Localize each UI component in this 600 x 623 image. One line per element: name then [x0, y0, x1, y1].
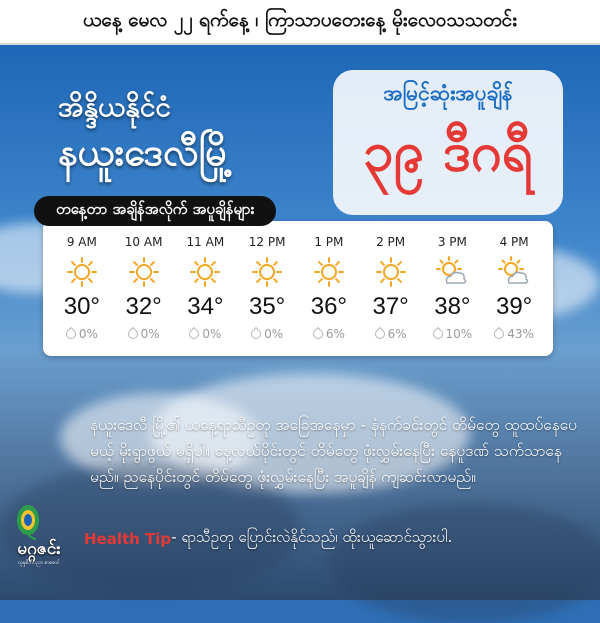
- hour-time: 11 AM: [186, 235, 225, 249]
- hour-precip: [313, 327, 345, 341]
- hour-column: [422, 231, 484, 356]
- sun-cloud-icon: [497, 255, 531, 289]
- sun-icon: [127, 255, 161, 289]
- weather-description: နယူးဒေလီ မြို့၏ ယနေ့ရာသီဥတု အခြေအနေမှာ - နံနက်ခင်းတွင် တိမ်တွေ ထူထပ်နေပေမယ့် မိုးရွာဖွယ် မရှိပါ။ နေ့လယ်ပိုင်းတွင် တိမ်တွေ ဖုံးလွှမ်းနေပြီး နေပူဒဏ် သက်သာနေမည်။ ညနေပိုင်းတွင် တိမ်တွေ ဖုံးလွှမ်းနေပြီး အပူချိန် ကျဆင်းလာမည်။: [90, 416, 577, 486]
- hour-precip-value: 0%: [78, 327, 98, 341]
- raindrop-icon: [249, 327, 263, 341]
- hour-column: [298, 231, 360, 356]
- hour-temp: 34°: [187, 293, 224, 320]
- hour-temp: 35°: [248, 293, 286, 320]
- hour-precip: [494, 327, 534, 341]
- hour-precip-value: 0%: [264, 327, 284, 341]
- hour-time: 10 AM: [124, 235, 163, 249]
- hour-column: [360, 231, 422, 356]
- hour-precip-value: 0%: [140, 327, 160, 341]
- hour-precip-value: 0%: [202, 327, 222, 341]
- hour-precip-value: 10%: [445, 327, 473, 341]
- hour-time: 3 PM: [437, 235, 467, 249]
- header-bar: [0, 0, 600, 45]
- max-temp-label: အမြင့်ဆုံးအပူချိန်: [383, 81, 513, 105]
- sun-icon: [65, 255, 99, 289]
- hour-column: [51, 231, 113, 356]
- hourly-label: တနေ့တာ အချိန်အလိုက် အပူချိန်များ: [56, 200, 255, 218]
- hour-temp: 32°: [125, 293, 162, 320]
- raindrop-icon: [126, 327, 140, 341]
- hour-column: [236, 231, 298, 356]
- raindrop-icon: [492, 327, 506, 341]
- max-temp-card: [333, 70, 563, 215]
- hour-column: [175, 231, 237, 356]
- raindrop-icon: [187, 327, 201, 341]
- hour-time: 2 PM: [376, 235, 406, 249]
- raindrop-icon: [373, 327, 387, 341]
- hour-temp: 37°: [372, 293, 409, 320]
- city-label: နယူးဒေလီမြို့: [58, 130, 233, 174]
- hour-precip-value: 6%: [387, 327, 407, 341]
- hour-precip: [189, 327, 221, 341]
- hour-precip: [375, 327, 407, 341]
- header-title: ယနေ့ မေလ ၂၂ ရက်နေ့ ၊ ကြာသာပတေးနေ့ မိုးလေဝသသတင်း: [82, 8, 518, 31]
- sun-icon: [312, 255, 346, 289]
- country-label: အိန္ဒိယနိုင်ငံ: [58, 90, 171, 123]
- hourly-forecast-card: [43, 221, 553, 356]
- hour-column: [113, 231, 175, 356]
- hour-precip-value: 6%: [325, 327, 345, 341]
- sun-icon: [374, 255, 408, 289]
- hour-time: 12 PM: [248, 235, 286, 249]
- hour-column: [483, 231, 545, 356]
- hour-time: 9 AM: [66, 235, 97, 249]
- hour-precip: [251, 327, 283, 341]
- sun-cloud-icon: [435, 255, 469, 289]
- raindrop-icon: [311, 327, 325, 341]
- hour-time: 4 PM: [499, 235, 529, 249]
- raindrop-icon: [64, 327, 78, 341]
- brand-name: မဂ္ဂဇင်း: [17, 539, 61, 559]
- hour-precip-value: 43%: [507, 327, 534, 341]
- health-tip-text: - ရာသီဥတု ပြောင်းလဲနိုင်သည်၊ ထိုးယူဆောင်သွားပါ.: [171, 528, 453, 546]
- sun-icon: [188, 255, 222, 289]
- hourly-label-pill: [34, 196, 276, 226]
- health-tip: [84, 528, 452, 550]
- hour-time: 1 PM: [314, 235, 344, 249]
- hour-temp: 38°: [434, 293, 471, 320]
- hour-temp: 36°: [310, 293, 348, 320]
- hour-temp: 39°: [495, 293, 533, 320]
- brand-tagline: လူမှုစိတ်ပညာ စာစောင်: [18, 560, 60, 566]
- hour-temp: 30°: [63, 293, 101, 320]
- hour-precip: [433, 327, 473, 341]
- hour-precip: [66, 327, 98, 341]
- brand-logo: [6, 500, 72, 570]
- raindrop-icon: [430, 327, 444, 341]
- health-tip-label: Health Tip: [84, 530, 172, 548]
- peacock-feather-icon: [6, 500, 72, 540]
- sun-icon: [250, 255, 284, 289]
- hour-precip: [128, 327, 160, 341]
- max-temp-value: ၃၉ ဒီဂရီ: [363, 119, 533, 183]
